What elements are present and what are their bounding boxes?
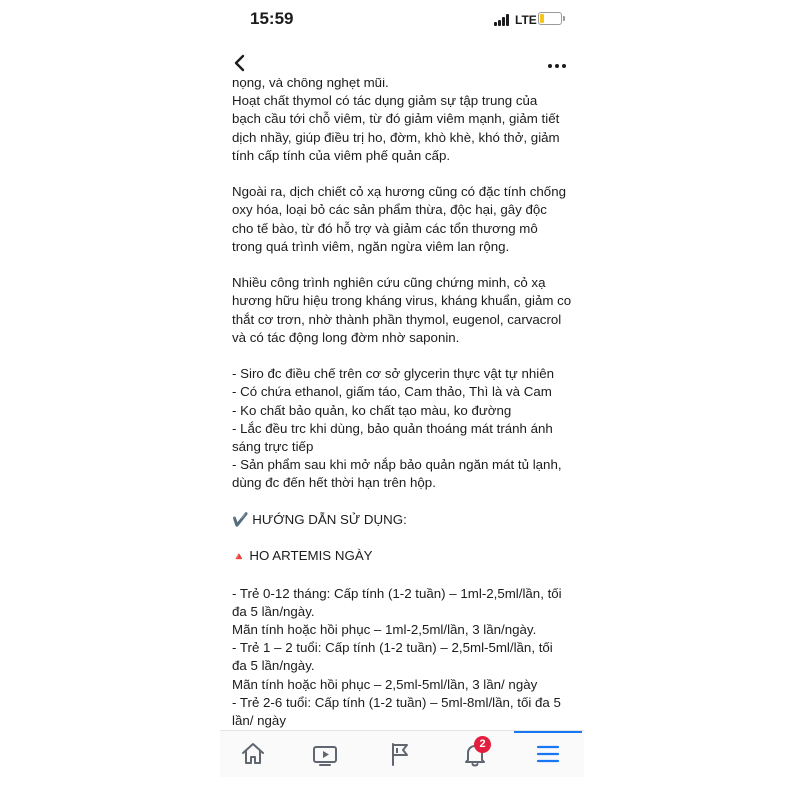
red-triangle-icon: 🔺 (232, 551, 246, 564)
day-heading (232, 547, 572, 566)
more-options-button[interactable] (546, 58, 568, 68)
text-line: - Trẻ 2-6 tuổi: Cấp tính (1-2 tuần) – 5ml-8ml/lần, tối đa 5 (232, 694, 561, 710)
text-line: lần/ ngày (232, 713, 286, 729)
text-line: - Lắc đều trc khi dùng, bảo quản thoáng mát tránh ánh (232, 420, 553, 436)
text-line: hương hữu hiệu trong kháng virus, kháng khuẩn, giảm co (232, 293, 572, 309)
text-line: - Sản phẩm sau khi mở nắp bảo quản ngăn mát tủ lạnh, (232, 457, 562, 473)
menu-icon (533, 739, 563, 769)
chevron-left-icon (228, 50, 252, 76)
top-nav (220, 48, 584, 78)
text-line: tính cấp tính của viêm phế quản cấp. (232, 147, 451, 163)
text-line: - Ko chất bảo quản, ko chất tạo màu, ko đường (232, 402, 512, 418)
home-icon (238, 739, 268, 769)
notification-badge: 2 (474, 736, 491, 753)
text-line: - Trẻ 1 – 2 tuổi: Cấp tính (1-2 tuần) – 2,5ml-5ml/lần, tối (232, 640, 553, 656)
video-icon (310, 739, 340, 769)
text-line: - Có chứa ethanol, giấm táo, Cam thảo, Thì là và Cam (232, 384, 552, 400)
text-line: đa 5 lần/ngày. (232, 658, 315, 674)
text-line: và có tác động long đờm nhờ saponin. (232, 329, 460, 345)
flag-icon (385, 739, 415, 769)
tab-home[interactable] (238, 739, 268, 769)
active-tab-indicator (514, 731, 582, 733)
tab-watch[interactable] (310, 739, 340, 769)
text-line: dịch nhầy, giúp điều trị ho, đờm, khò khè, khó thở, giảm (232, 129, 560, 145)
network-type: LTE (515, 13, 537, 27)
tab-menu[interactable] (533, 739, 563, 769)
battery-icon (538, 12, 562, 25)
text-line: thắt cơ trơn, nhờ thành phần thymol, eugenol, carvacrol (232, 311, 562, 327)
tab-pages[interactable] (385, 739, 415, 769)
text-line: sáng trực tiếp (232, 439, 314, 455)
signal-icon (494, 14, 512, 26)
text-line: dùng đc đến hết thời hạn trên hộp. (232, 475, 436, 491)
text-line: đa 5 lần/ngày. (232, 603, 315, 619)
back-button[interactable] (228, 50, 252, 76)
post-content (220, 78, 584, 730)
post-text (232, 78, 572, 730)
bottom-tab-bar (220, 730, 584, 777)
text-line: nọng, và chống nghẹt mũi. (232, 78, 389, 90)
text-line: - Trẻ 0-12 tháng: Cấp tính (1-2 tuần) – 1ml-2,5ml/lần, tối (232, 585, 562, 601)
text-line: oxy hóa, loại bỏ các sản phẩm thừa, độc hại, gây độc (232, 202, 547, 218)
status-time: 15:59 (250, 9, 294, 28)
text-line: Mãn tính hoặc hồi phục – 2,5ml-5ml/lần, 3 lần/ ngày (232, 676, 538, 692)
phone-screen (220, 0, 584, 800)
text-line: - Siro đc điều chế trên cơ sở glycerin thực vật tự nhiên (232, 366, 555, 382)
text-line: Ngoài ra, dịch chiết cỏ xạ hương cũng có đặc tính chống (232, 184, 566, 200)
usage-heading: ✔️ HƯỚNG DẪN SỬ DỤNG: (232, 511, 407, 527)
day-heading-text: HO ARTEMIS NGÀY (249, 548, 373, 564)
status-bar (220, 0, 584, 44)
text-line: Nhiều công trình nghiên cứu cũng chứng minh, cỏ xạ (232, 275, 546, 291)
text-line: trong quá trình viêm, ngăn ngừa viêm lan rộng. (232, 238, 510, 254)
text-line: cho tế bào, từ đó hỗ trợ và giảm các tổn thương mô (232, 220, 538, 236)
text-line: bạch cầu tới chỗ viêm, từ đó giảm viêm mạnh, giảm tiết (232, 111, 560, 127)
more-icon (546, 61, 568, 71)
text-line: Hoạt chất thymol có tác dụng giảm sự tập trung của (232, 93, 538, 109)
text-line: Mãn tính hoặc hồi phục – 1ml-2,5ml/lần, 3 lần/ngày. (232, 622, 537, 637)
